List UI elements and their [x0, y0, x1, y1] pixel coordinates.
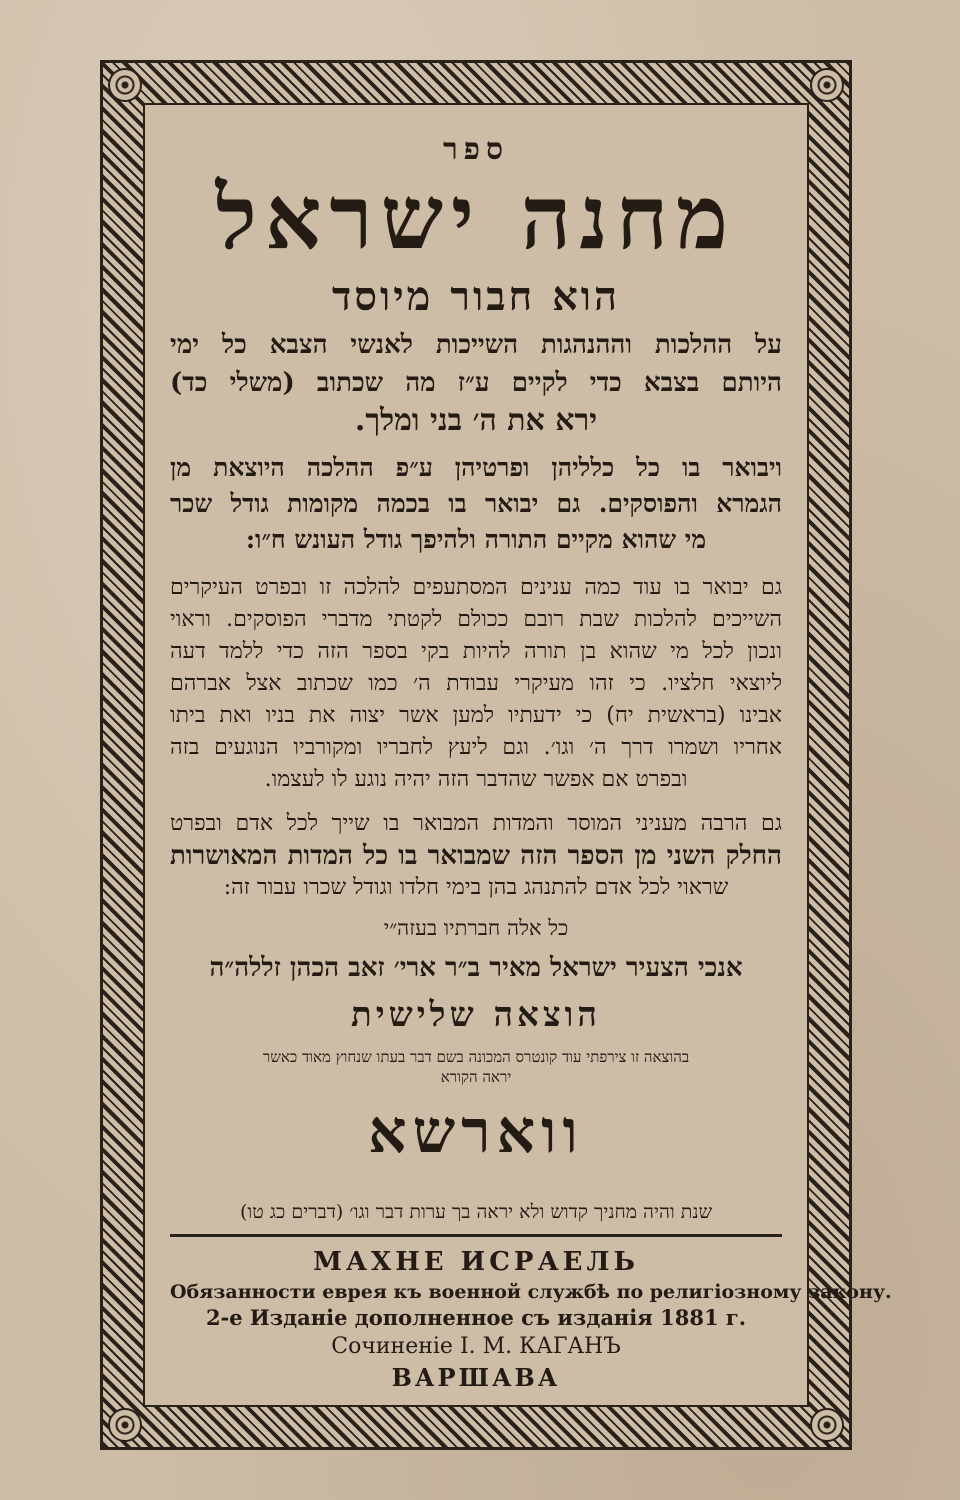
description-paragraph-4 — [170, 808, 782, 904]
text-line: אחריו ושמרו דרך ה׳ וגו׳. וגם ליעץ לחבריו ומקורביו הנוגעים בזה — [170, 735, 782, 760]
edition-note — [170, 1047, 782, 1087]
russian-imprint — [170, 1247, 892, 1392]
russian-edition: 2-е Изданіе дополненное съ изданія 1881 г. — [205, 1305, 747, 1330]
description-paragraph-1 — [170, 326, 782, 440]
text-line: ובפרט אם אפשר שהדבר הזה יהיה נוגע לו לעצמו. — [264, 767, 688, 792]
text-line: אבינו (בראשית יח) כי ידעתיו למען אשר יצוה את בניו ואת ביתו — [170, 703, 782, 728]
text-line: בהוצאה זו צירפתי עוד קונטרס המכונה בשם דבר בעתו שנחוץ מאוד כאשר — [262, 1048, 690, 1066]
text-line: גם יבואר בו עוד כמה ענינים המסתעפים להלכה זו ובפרט העיקרים — [170, 575, 782, 600]
corner-ornament-icon — [108, 68, 142, 102]
composed-statement: כל אלה חברתיו בעזה״י — [383, 916, 569, 940]
text-line: היותם בצבא כדי לקיים ע״ז מה שכתוב (משלי כד) — [170, 368, 782, 398]
description-paragraph-3 — [170, 572, 782, 796]
description-paragraph-2 — [170, 450, 782, 558]
author-line: אנכי הצעיר ישראל מאיר ב״ר ארי׳ זאב הכהן זללה״ה — [209, 953, 743, 983]
text-line: על ההלכות וההנהגות השייכות לאנשי הצבא כל ימי — [170, 330, 782, 360]
text-line: השייכים להלכות שבת רובם ככולם לקטתי מדברי הפוסקים. וראוי — [170, 607, 782, 632]
text-line: ירא את ה׳ בני ומלך. — [354, 403, 598, 438]
corner-ornament-icon — [810, 68, 844, 102]
text-line: מי שהוא מקיים התורה ולהיפך גודל העונש ח״ו: — [245, 525, 707, 554]
russian-author: Сочиненіе І. М. КАГАНЪ — [331, 1334, 621, 1359]
sefer-label: ספר — [442, 132, 510, 167]
text-line: החלק השני מן הספר הזה שמבואר בו כל המדות המאושרות — [170, 841, 782, 871]
russian-city: ВАРШАВА — [391, 1363, 561, 1392]
russian-title: МАХНЕ ИСРАЕЛЬ — [313, 1247, 639, 1277]
corner-ornament-icon — [810, 1408, 844, 1442]
text-line: ויבואר בו כל כלליהן ופרטיהן ע״פ ההלכה היוצאת מן — [170, 453, 782, 482]
corner-ornament-icon — [108, 1408, 142, 1442]
russian-subtitle: Обязанности еврея къ военной службѣ по религіозному закону. — [170, 1281, 892, 1303]
text-line: שראוי לכל אדם להתנהג בהן בימי חלדו וגודל שכרו עבור זה: — [223, 875, 729, 900]
edition-label: הוצאה שלישית — [351, 995, 601, 1035]
book-subtitle: הוא חבור מיוסד — [331, 273, 621, 320]
book-title: מחנה ישראל — [215, 165, 737, 269]
text-line: הגמרא והפוסקים. גם יבואר בו בכמה מקומות גודל שכר — [170, 489, 782, 518]
divider — [170, 1234, 782, 1237]
text-line: יראה הקורא — [440, 1068, 512, 1086]
year-verse: שנת והיה מחניך קדוש ולא יראה בך ערות דבר וגו׳ (דברים כג טו) — [239, 1201, 713, 1223]
publication-city: ווארשא — [368, 1097, 584, 1167]
text-line: ליוצאי חלציו. כי זהו מעיקרי עבודת ה׳ כמו שכתוב אצל אברהם — [170, 671, 782, 696]
text-line: ונכון לכל מי שהוא בן תורה להיות בקי בספר הזה כדי ללמד דעה — [170, 639, 782, 664]
text-line: גם הרבה מעניני המוסר והמדות המבואר בו שייך לכל אדם ובפרט — [170, 811, 782, 836]
title-page-text — [170, 120, 892, 1392]
